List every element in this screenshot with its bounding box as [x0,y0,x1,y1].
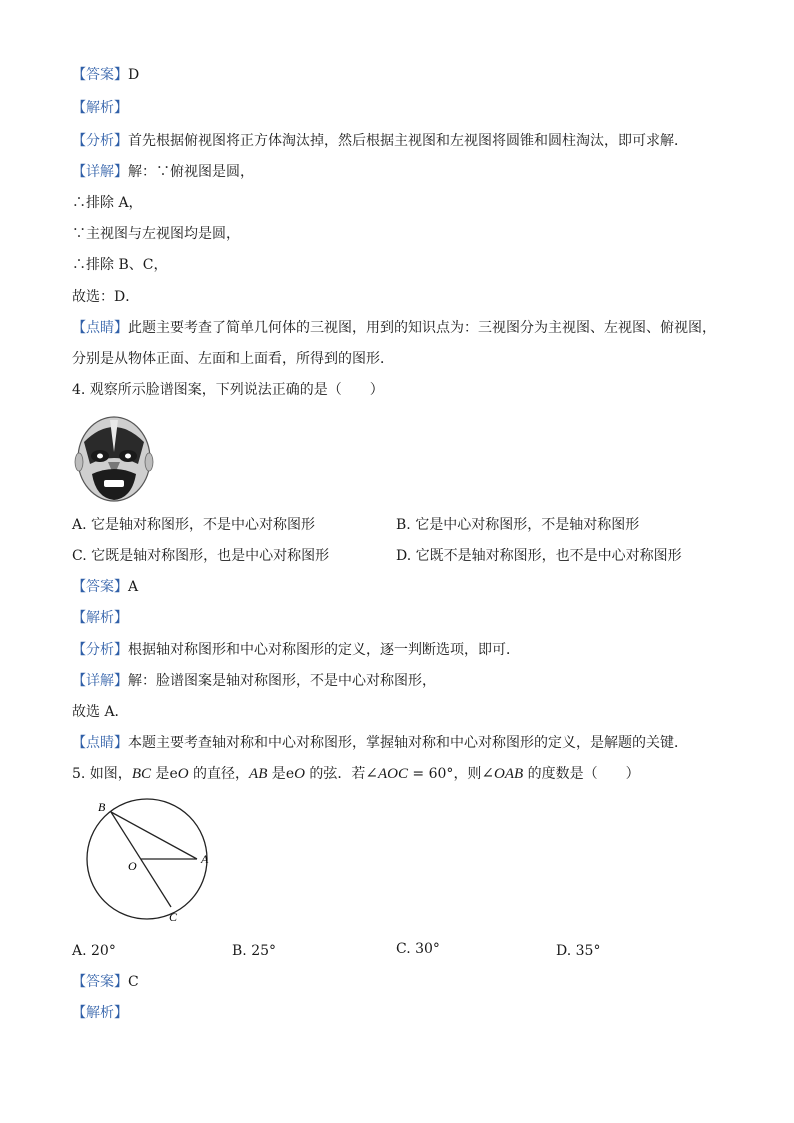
q5-t6: 的度数是（ ） [523,766,640,782]
q3-detail-text: 解：∵俯视图是圆， [128,164,254,180]
q3-comment-line2: 分别是从物体正面、左面和上面看，所得到的图形． [72,351,394,367]
q5-option-a: A. 20° [72,943,116,959]
q5-t4: 的弦．若 [304,766,366,782]
q3-comment-line [72,319,716,337]
q5-stem [72,765,640,783]
analysis-tag: 【解析】 [72,1005,128,1021]
q3-answer-value: D [128,67,140,83]
q5-circle-symbol-2: e [285,766,295,782]
q4-detail-line [72,672,436,690]
q3-choose: 故选：D． [72,289,140,305]
answer-tag: 【答案】 [72,974,128,990]
fenxi-tag: 【分析】 [72,133,128,149]
q5-answer-value: C [128,974,139,990]
comment-tag: 【点睛】 [72,320,128,336]
q4-choose: 故选 A． [72,704,129,720]
q4-answer-value: A [128,579,139,595]
q4-option-d: D. 它既不是轴对称图形，也不是中心对称图形 [396,548,682,564]
q4-option-a: A. 它是轴对称图形，不是中心对称图形 [72,517,316,533]
q4-option-c: C. 它既是轴对称图形，也是中心对称图形 [72,548,330,564]
q4-answer-line [72,578,138,596]
q5-t3: 是 [267,766,286,782]
label-c: C [169,910,178,924]
answer-tag: 【答案】 [72,579,128,595]
detail-tag: 【详解】 [72,164,128,180]
q5-circle-symbol-1: e [169,766,178,782]
q5-num: 5. 如图， [72,766,132,782]
q5-option-c: C. 30° [396,941,440,957]
q3-fenxi-text: 首先根据俯视图将正方体淘汰掉，然后根据主视图和左视图将圆锥和圆柱淘汰，即可求解． [128,133,688,149]
q3-answer-line [72,66,139,84]
q5-o2: O [294,766,305,782]
q5-option-d: D. 35° [556,943,601,959]
q5-o1: O [177,766,189,782]
q3-detail-line [72,163,254,181]
q5-t2: 的直径， [188,766,250,782]
q3-step3: ∴排除 B、C， [72,257,168,273]
answer-tag: 【答案】 [72,67,128,83]
opera-mask-image [72,412,156,506]
q4-fenxi-text: 根据轴对称图形和中心对称图形的定义，逐一判断选项，即可． [128,642,520,658]
q4-comment-text: 本题主要考查轴对称和中心对称图形，掌握轴对称和中心对称图形的定义，是解题的关键． [128,735,688,751]
q3-analysis-line [72,99,128,117]
chord-ab [111,812,197,859]
q4-stem: 4. 观察所示脸谱图案，下列说法正确的是（ ） [72,382,384,398]
detail-tag: 【详解】 [72,673,128,689]
analysis-tag: 【解析】 [72,610,128,626]
q5-eq: = 60° [407,766,454,782]
comment-tag: 【点睛】 [72,735,128,751]
q3-step2: ∵主视图与左视图均是圆， [72,226,240,242]
q5-answer-line [72,973,139,991]
q5-angle-aoc: ∠AOC [365,766,408,782]
q3-comment-text: 此题主要考查了简单几何体的三视图，用到的知识点为：三视图分为主视图、左视图、俯视图， [128,320,716,336]
q5-t1: 是 [150,766,170,782]
q4-fenxi-line [72,641,520,659]
q4-detail-text: 解：脸谱图案是轴对称图形，不是中心对称图形， [128,673,436,689]
fenxi-tag: 【分析】 [72,642,128,658]
q5-angle-oab: ∠OAB [481,766,524,782]
q4-analysis-line [72,609,128,627]
label-a: A [201,852,209,866]
q4-comment-line [72,734,688,752]
q5-analysis-line [72,1004,128,1022]
q3-fenxi-line [72,132,688,150]
q4-option-b: B. 它是中心对称图形，不是轴对称图形 [396,517,640,533]
q5-bc: BC [131,766,151,782]
circle-geometry-figure [74,797,224,925]
q3-step1: ∴排除 A， [72,195,143,211]
q5-t5: ，则 [453,766,482,782]
label-b: B [98,800,106,814]
label-o: O [128,859,137,873]
q5-ab: AB [249,766,268,782]
q5-option-b: B. 25° [232,943,277,959]
analysis-tag: 【解析】 [72,100,128,116]
